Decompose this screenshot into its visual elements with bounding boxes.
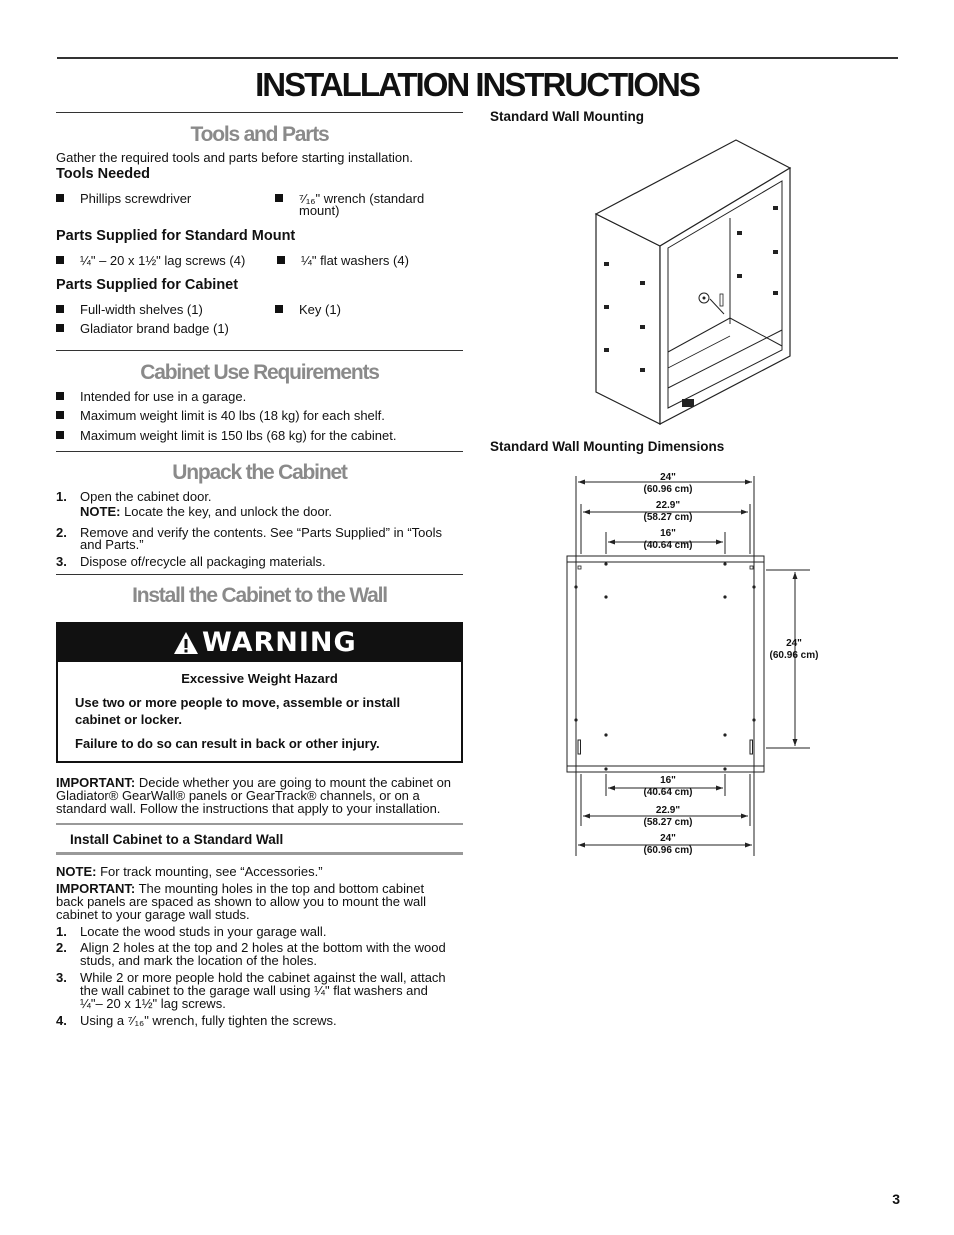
step-2-cont: and Parts.” <box>80 537 144 552</box>
important-note-cont: Gladiator® GearWall® panels or GearTrack® channels, or on a <box>56 788 420 803</box>
dim-top-16: 16" (40.64 cm) <box>643 528 693 551</box>
important-note-cont: standard wall. Follow the instructions that apply to your installation. <box>56 801 441 816</box>
dim-bottom-22-9: 22.9" (58.27 cm) <box>643 805 693 828</box>
warning-box <box>56 622 463 763</box>
important-note: IMPORTANT: Decide whether you are going to mount the cabinet on <box>56 775 452 790</box>
warning-triangle-icon <box>173 631 199 655</box>
install-step-3-cont: the wall cabinet to the garage wall using ¼" flat washers and <box>80 983 428 998</box>
step-1-note: NOTE: Locate the key, and unlock the door. <box>80 504 332 519</box>
warning-banner <box>58 624 461 662</box>
important-note-2-cont: back panels are spaced as shown to allow you to mount the wall <box>56 894 426 909</box>
divider <box>56 350 463 351</box>
cabinet-illustration <box>590 138 800 428</box>
tools-intro: Gather the required tools and parts before starting installation. <box>56 150 413 165</box>
divider <box>56 574 463 575</box>
dim-side-24: 24" (60.96 cm) <box>769 638 819 661</box>
list-item-cont: mount) <box>299 203 340 218</box>
subsection-title: Install Cabinet to a Standard Wall <box>70 832 284 847</box>
heading-tools-parts: Tools and Parts <box>190 123 329 146</box>
divider <box>56 112 463 113</box>
page-title: INSTALLATION INSTRUCTIONS <box>255 66 699 103</box>
figure-caption-mounting: Standard Wall Mounting <box>490 109 644 124</box>
install-step-3-cont: ¼"– 20 x 1½" lag screws. <box>80 996 226 1011</box>
hazard-title: Excessive Weight Hazard <box>181 671 338 686</box>
parts-standard-label: Parts Supplied for Standard Mount <box>56 228 296 244</box>
track-note: NOTE: For track mounting, see “Accessories.” <box>56 864 323 879</box>
warning-line: Use two or more people to move, assemble or install <box>75 695 401 710</box>
dim-bottom-16: 16" (40.64 cm) <box>643 775 693 798</box>
page-number: 3 <box>892 1191 900 1207</box>
figure-caption-dimensions: Standard Wall Mounting Dimensions <box>490 439 725 454</box>
warning-word: WARNING <box>202 627 357 658</box>
warning-line: Failure to do so can result in back or other injury. <box>75 736 380 751</box>
parts-cabinet-label: Parts Supplied for Cabinet <box>56 277 239 293</box>
heading-install: Install the Cabinet to the Wall <box>132 584 387 607</box>
dim-top-24: 24" (60.96 cm) <box>643 472 693 495</box>
important-note-2-cont: cabinet to your garage wall studs. <box>56 907 250 922</box>
top-rule <box>57 57 898 59</box>
heading-requirements: Cabinet Use Requirements <box>140 361 379 384</box>
subsection-header <box>56 823 463 855</box>
tools-needed-label: Tools Needed <box>56 166 150 182</box>
warning-line: cabinet or locker. <box>75 712 182 727</box>
dim-top-22-9: 22.9" (58.27 cm) <box>643 500 693 523</box>
heading-unpack: Unpack the Cabinet <box>172 461 347 484</box>
install-step-2-cont: studs, and mark the location of the holes. <box>80 953 318 968</box>
dim-bottom-24: 24" (60.96 cm) <box>643 833 693 856</box>
important-note-2: IMPORTANT: The mounting holes in the top and bottom cabinet <box>56 881 425 896</box>
divider <box>56 451 463 452</box>
